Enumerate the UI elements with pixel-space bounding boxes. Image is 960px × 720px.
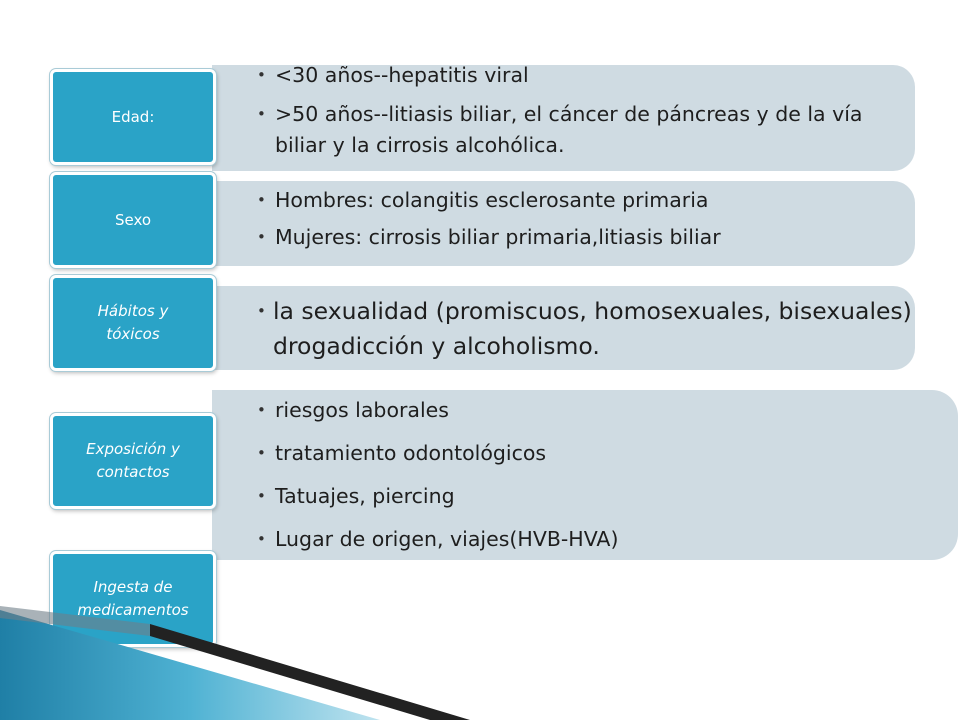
tag-sexo-label: Sexo xyxy=(114,210,152,229)
bullet-exposicion-1: • riesgos laborales xyxy=(257,397,958,424)
bullet-sexo-2: • Mujeres: cirrosis biliar primaria,litiasis biliar xyxy=(257,224,915,251)
panel-habitos xyxy=(212,286,915,370)
swoosh-teal xyxy=(0,610,380,720)
tag-exposicion-label: Exposición y contactos xyxy=(86,440,180,481)
tag-habitos xyxy=(50,275,216,371)
panel-exposicion xyxy=(212,390,958,560)
tag-habitos-label: Hábitos y tóxicos xyxy=(97,302,169,343)
tag-edad-label: Edad: xyxy=(111,107,155,126)
bullet-edad-1: • <30 años--hepatitis viral xyxy=(257,62,915,89)
decorative-swoosh xyxy=(0,600,960,720)
bullet-exposicion-4: • Lugar de origen, viajes(HVB-HVA) xyxy=(257,526,958,553)
bullet-exposicion-2: • tratamiento odontológicos xyxy=(257,440,958,467)
panel-sexo xyxy=(212,181,915,266)
tag-edad xyxy=(50,69,216,165)
tag-ingesta-label: Ingesta de medicamentos xyxy=(77,578,189,619)
bullet-edad-2: • >50 años--litiasis biliar, el cáncer de páncreas y de la vía biliar y la cirrosis alcohólica. xyxy=(257,99,915,161)
tag-sexo xyxy=(50,172,216,268)
panel-edad xyxy=(212,65,915,171)
bullet-exposicion-3: • Tatuajes, piercing xyxy=(257,483,958,510)
bullet-habitos-1: • la sexualidad (promiscuos, homosexuales, bisexuales) drogadicción y alcoholismo. xyxy=(257,294,915,364)
tag-exposicion xyxy=(50,413,216,509)
bullet-sexo-1: • Hombres: colangitis esclerosante primaria xyxy=(257,187,915,214)
